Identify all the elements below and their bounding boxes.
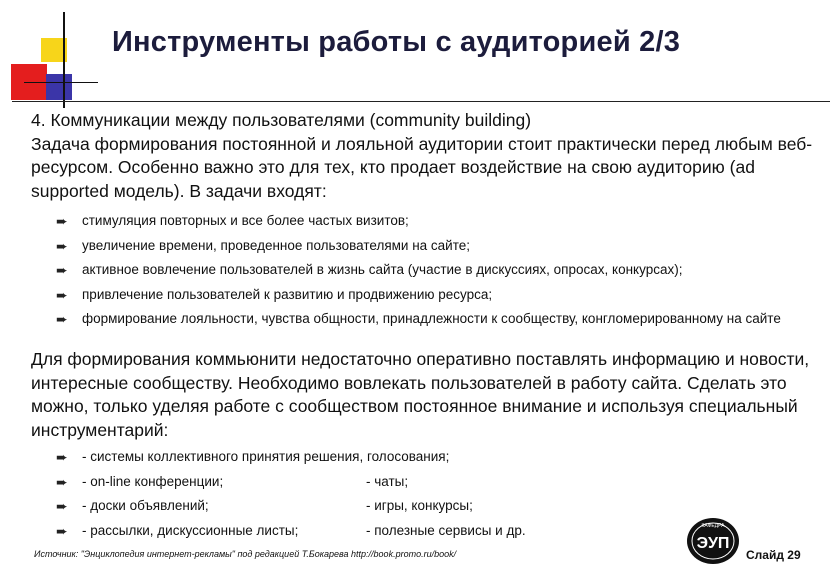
department-logo: [686, 517, 740, 565]
list-item: ➨ - рассылки, дискуссионные листы; - полезные сервисы и др.: [56, 522, 526, 539]
list-item: ➨ активное вовлечение пользователей в жизнь сайта (участие в дискуссиях, опросах, конкурсах);: [56, 262, 683, 278]
intro-block: [31, 109, 831, 203]
right-arrow-icon: ➨: [56, 286, 68, 303]
decor-horizontal-line: [24, 82, 98, 83]
right-arrow-icon: ➨: [56, 522, 68, 539]
section-heading: 4. Коммуникации между пользователями (community building): [31, 110, 532, 130]
logo-main-text: ЭУП: [696, 535, 730, 552]
right-arrow-icon: ➨: [56, 449, 68, 465]
logo-top-text: КАФЕДРА: [701, 523, 725, 529]
right-arrow-icon: ➨: [56, 311, 68, 327]
list-item: ➨ стимуляция повторных и все более частых визитов;: [56, 213, 409, 229]
right-arrow-icon: ➨: [56, 213, 68, 229]
list-item: ➨ формирование лояльности, чувства общности, принадлежности к сообществу, конгломерированному на сайте: [56, 311, 781, 327]
right-arrow-icon: ➨: [56, 237, 68, 254]
right-arrow-icon: ➨: [56, 262, 68, 278]
decor-blue-square: [46, 74, 72, 100]
list-item: ➨ - системы коллективного принятия решения, голосования;: [56, 449, 450, 465]
list-item: ➨ - on-line конференции; - чаты;: [56, 473, 409, 490]
list-item: ➨ - доски объявлений; - игры, конкурсы;: [56, 498, 473, 514]
paragraph-2: Для формирования коммьюнити недостаточно оперативно поставлять информацию и новости, интересные сообществу. Необходимо вовлекать пользователей в работу сайта. Сделать это можно, только уделяя работе с сообществом постоянное внимание и используя специальный инструментарий:: [31, 349, 810, 440]
list-item: ➨ привлечение пользователей к развитию и продвижению ресурса;: [56, 286, 493, 303]
paragraph-1: Задача формирования постоянной и лояльной аудитории стоит практически перед любым веб-ресурсом. Особенно важно это для тех, кто продает воздействие на свою аудиторию (ad supported модель). В задачи входят:: [31, 133, 813, 201]
right-arrow-icon: ➨: [56, 498, 68, 514]
right-arrow-icon: ➨: [56, 473, 68, 490]
list-item: ➨ увеличение времени, проведенное пользователями на сайте;: [56, 237, 471, 254]
slide-title: Инструменты работы с аудиторией 2/3: [112, 26, 681, 58]
title-divider: [12, 101, 830, 102]
source-note: Источник: "Энциклопедия интернет-рекламы" под редакцией Т.Бокарева http://book.promo.ru/book/: [34, 549, 457, 559]
tasks-list: [56, 212, 836, 335]
slide-number: Слайд 29: [746, 548, 801, 562]
decor-vertical-line: [63, 12, 65, 108]
